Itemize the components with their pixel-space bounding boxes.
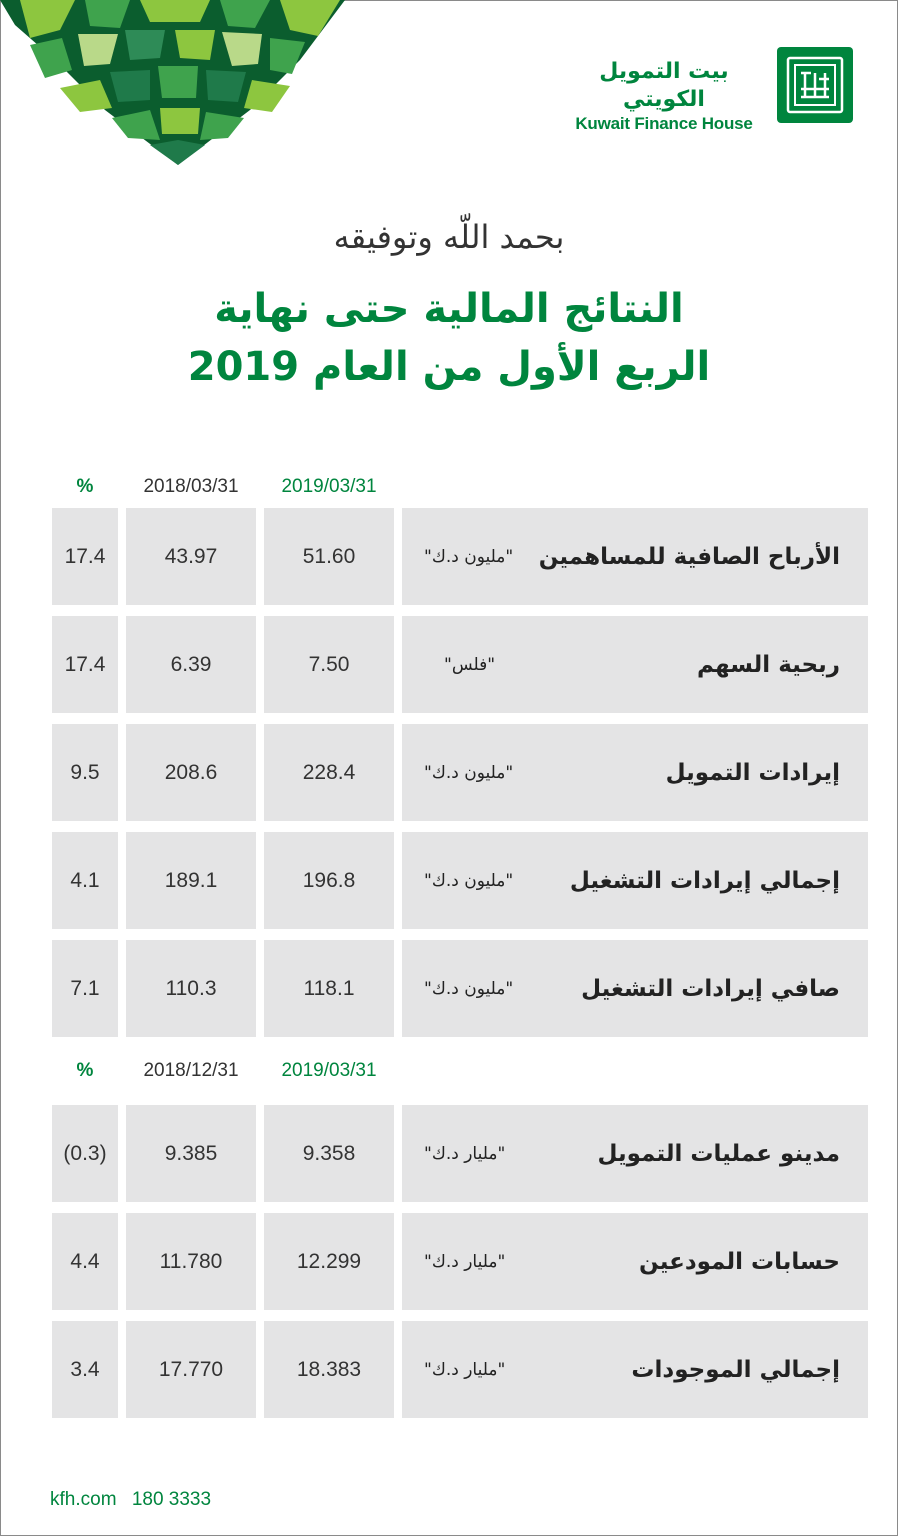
change-cell: 3.4: [52, 1321, 118, 1418]
previous-value-cell: 208.6: [126, 724, 256, 821]
change-cell: 9.5: [52, 724, 118, 821]
metric-unit: "مليون د.ك": [424, 870, 514, 891]
previous-value-cell: 11.780: [126, 1213, 256, 1310]
metric-unit: "مليون د.ك": [424, 978, 514, 999]
website-link[interactable]: kfh.com: [50, 1489, 117, 1510]
current-date-header: 2019/03/31: [281, 1060, 377, 1081]
headline: [0, 280, 898, 396]
metric-label: ربحية السهم: [697, 651, 840, 678]
current-value-cell: 196.8: [264, 832, 394, 929]
previous-value-cell: 43.97: [126, 508, 256, 605]
metric-label-cell: [402, 616, 868, 713]
percent-header: %: [76, 476, 94, 497]
metric-unit: "مليون د.ك": [424, 546, 514, 567]
previous-value-cell: 9.385: [126, 1105, 256, 1202]
current-value-cell: 228.4: [264, 724, 394, 821]
change-cell: (0.3): [52, 1105, 118, 1202]
metric-unit: "مليار د.ك": [424, 1251, 506, 1272]
previous-value-cell: 110.3: [126, 940, 256, 1037]
metric-label: إيرادات التمويل: [665, 759, 840, 786]
metric-label-cell: [402, 832, 868, 929]
footer-contact: [50, 1489, 221, 1511]
change-cell: 17.4: [52, 508, 118, 605]
headline-line-2: الربع الأول من العام 2019: [187, 344, 711, 390]
current-value-cell: 7.50: [264, 616, 394, 713]
brand-wordmark: [560, 58, 768, 134]
previous-date-header: 2018/12/31: [143, 1060, 239, 1081]
current-value-cell: 118.1: [264, 940, 394, 1037]
change-cell: 4.4: [52, 1213, 118, 1310]
previous-value-cell: 189.1: [126, 832, 256, 929]
metric-label-cell: [402, 940, 868, 1037]
previous-value-cell: 6.39: [126, 616, 256, 713]
metric-label-cell: [402, 1213, 868, 1310]
current-date-header: 2019/03/31: [281, 476, 377, 497]
metric-label: مدينو عمليات التمويل: [597, 1140, 840, 1167]
metric-label-cell: [402, 508, 868, 605]
current-value-cell: 51.60: [264, 508, 394, 605]
brand-name-arabic: بيت التمويل الكويتي: [599, 59, 729, 112]
current-value-cell: 12.299: [264, 1213, 394, 1310]
metric-label: حسابات المودعين: [639, 1248, 840, 1275]
metric-label: إجمالي الموجودات: [631, 1356, 840, 1383]
metric-label: صافي إيرادات التشغيل: [581, 975, 840, 1002]
metric-unit: "مليار د.ك": [424, 1359, 506, 1380]
metric-label-cell: [402, 1321, 868, 1418]
current-value-cell: 9.358: [264, 1105, 394, 1202]
metric-unit: "مليون د.ك": [424, 762, 514, 783]
percent-header: %: [76, 1060, 94, 1081]
intro-text: بحمد اللّه وتوفيقه: [333, 218, 565, 256]
metric-label: الأرباح الصافية للمساهمين: [538, 543, 840, 570]
phone-number: 180 3333: [131, 1489, 212, 1510]
geometric-pattern-decoration: [0, 0, 360, 170]
previous-value-cell: 17.770: [126, 1321, 256, 1418]
brand-name-english: Kuwait Finance House: [575, 114, 753, 133]
current-value-cell: 18.383: [264, 1321, 394, 1418]
previous-date-header: 2018/03/31: [143, 476, 239, 497]
metric-unit: "مليار د.ك": [424, 1143, 506, 1164]
change-cell: 4.1: [52, 832, 118, 929]
kfh-logo-icon: [777, 47, 853, 123]
metric-label-cell: [402, 1105, 868, 1202]
headline-line-1: النتائج المالية حتى نهاية: [214, 286, 684, 332]
change-cell: 7.1: [52, 940, 118, 1037]
metric-label: إجمالي إيرادات التشغيل: [569, 867, 840, 894]
change-cell: 17.4: [52, 616, 118, 713]
metric-label-cell: [402, 724, 868, 821]
metric-unit: "فلس": [444, 654, 496, 675]
